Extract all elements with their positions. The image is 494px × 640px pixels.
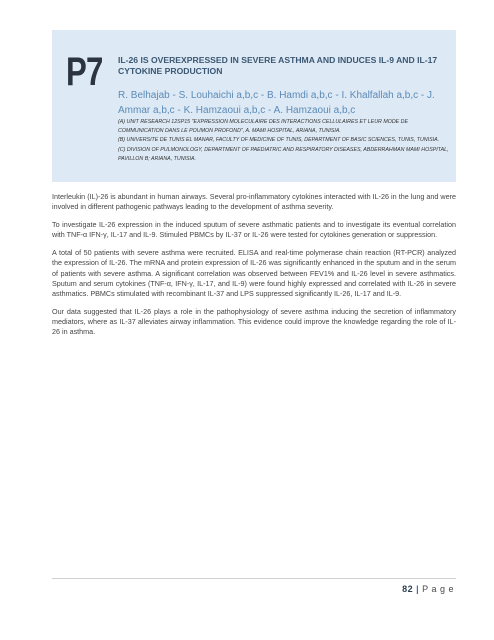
paragraph-aim: To investigate IL-26 expression in the induced sputum of severe asthmatic patients and to investigate its eventual correlation with TNF-α IFN-γ, IL-17 and IL-9. Stimuled PBMCs by IL-37 or IL-26 were tested for cytokines generation or suppression. xyxy=(52,220,456,240)
paragraph-methods-results: A total of 50 patients with severe asthma were recruited. ELISA and real-time polymerase chain reaction (RT-PCR) analyzed the expression of IL-26. The mRNA and protein expression of IL-26 was significantly enhanced in the sputum and in the serum of patients with severe asthma. A significant correlation was observed between FEV1% and IL-26 level in severe asthmatics. Sputum and serum cytokines (TNF-α, IFN-γ, IL-17, and IL-9) were found highly expressed and correlated with IL-26 in severe asthmatics. PBMCs stimulated with recombinant IL-37 and LPS suppressed significantly IL-26, IL-17 and IL-9. xyxy=(52,248,456,298)
poster-code: P7 xyxy=(66,50,103,94)
affiliation-b: (B) UNIVERSITE DE TUNIS EL MANAR, FACULTY OF MEDICINE OF TUNIS, DEPARTMENT OF BASIC SCIENCES, TUNIS, TUNISIA. xyxy=(118,137,440,144)
page-label: P a g e xyxy=(422,584,454,594)
affiliations xyxy=(118,118,450,164)
page-number-value: 82 xyxy=(402,584,414,594)
footer-divider xyxy=(52,578,456,579)
affiliation-a: (A) UNIT RESEARCH 12SP15 "EXPRESSION MOLECULAIRE DES INTERACTIONS CELLULAIRES ET LEUR MODE DE COMMUNICATION DANS LE POUMON PROFOND", A. MAMI HOSPITAL, ARIANA, TUNISIA. xyxy=(118,119,409,135)
affiliation-c: (C) DIVISION OF PULMONOLOGY, DEPARTMENT OF PAEDIATRIC AND RESPIRATORY DISEASES, ABDERRAHMAN MAMI HOSPITAL, PAVILLON B; ARIANA, TUNISIA. xyxy=(118,146,449,162)
abstract-title: IL-26 IS OVEREXPRESSED IN SEVERE ASTHMA AND INDUCES IL-9 AND IL-17 CYTOKINE PRODUCTION xyxy=(118,55,438,76)
page-number-separator: | xyxy=(416,584,420,594)
paragraph-conclusion: Our data suggested that IL-26 plays a role in the pathophysiology of severe asthma inducing the secretion of inflammatory mediators, where as IL-37 alleviates airway inflammation. This evidence could improve the knowledge regarding the role of IL-26 in asthma. xyxy=(52,306,456,337)
paragraph-background: Interleukin (IL)-26 is abundant in human airways. Several pro-inflammatory cytokines interacted with IL-26 in the lung and were involved in different pathogenic pathways leading to the development of asthma severity. xyxy=(52,192,456,212)
abstract-body xyxy=(52,192,456,345)
author-list: R. Belhajab - S. Louhaichi a,b,c - B. Hamdi a,b,c - I. Khalfallah a,b,c - J. Ammar a,b,c - K. Hamzaoui a,b,c - A. Hamzaoui a,b,c xyxy=(118,90,435,116)
page-number xyxy=(402,584,454,594)
